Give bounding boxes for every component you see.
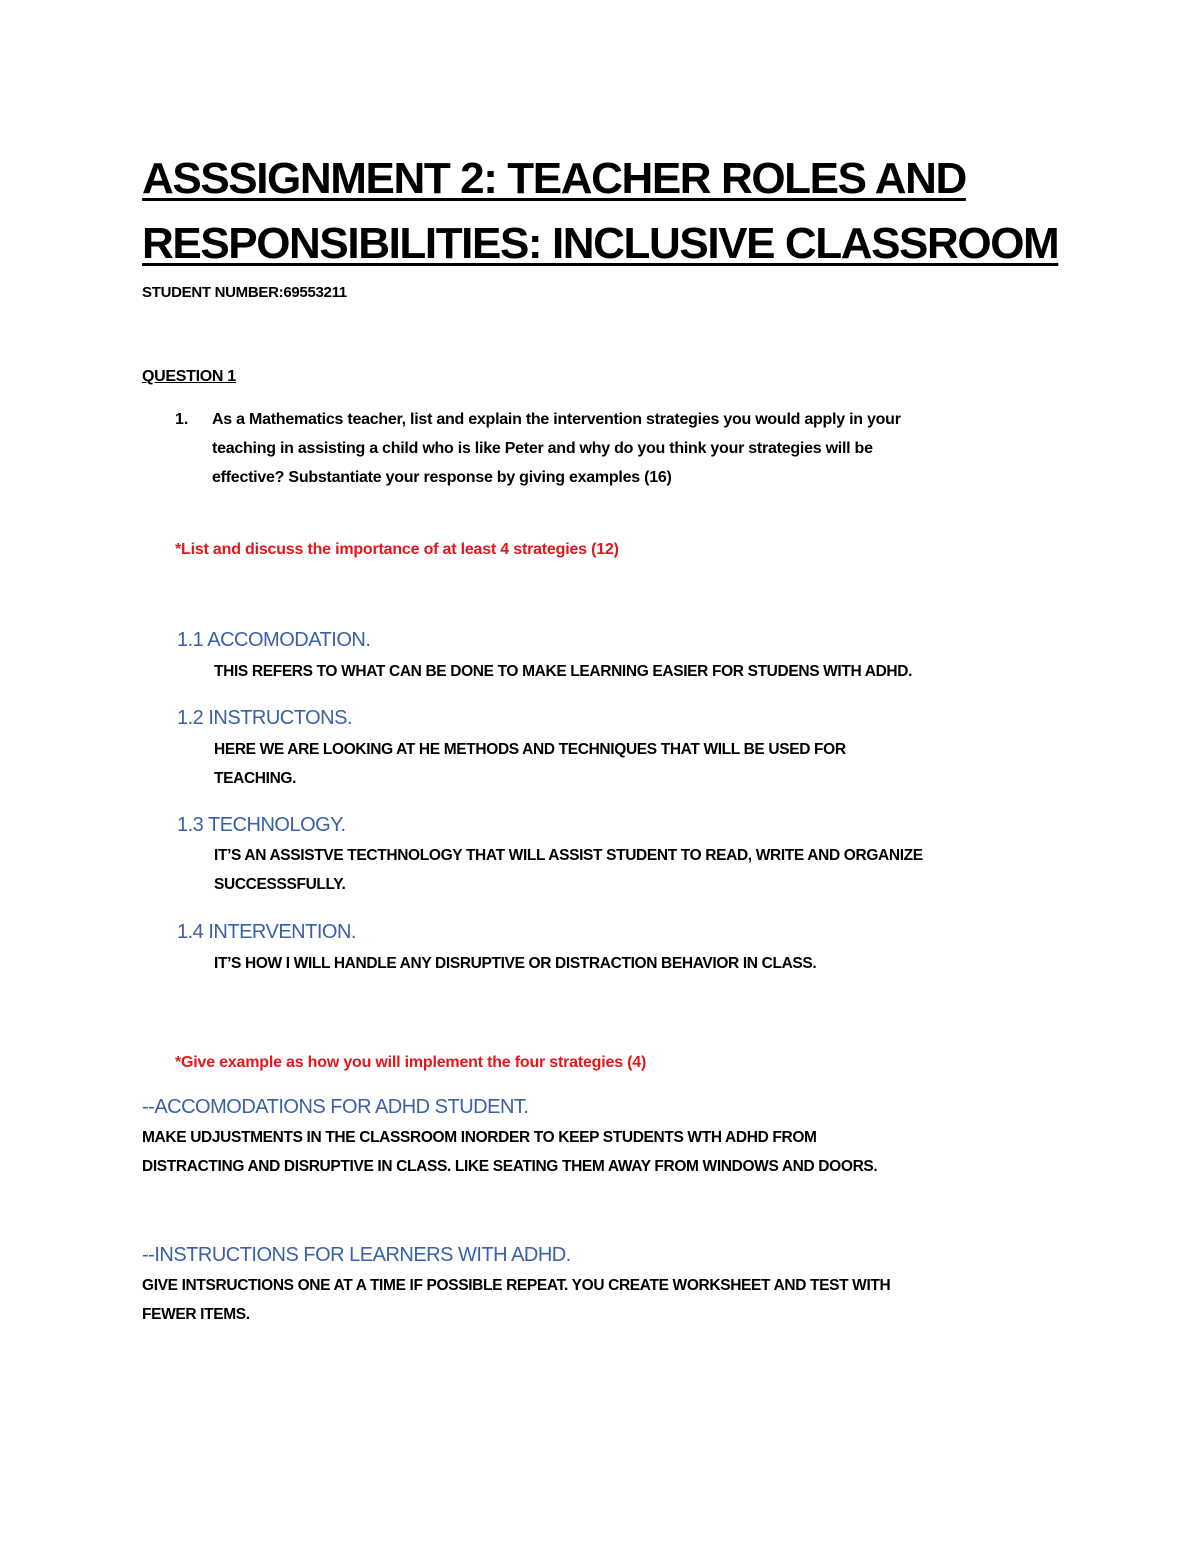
strategy-description: IT’S HOW I WILL HANDLE ANY DISRUPTIVE OR DISTRACTION BEHAVIOR IN CLASS.: [214, 955, 817, 972]
question-text-line: teaching in assisting a child who is like Peter and why do you think your strategies will be: [212, 440, 873, 457]
instruction-give-example: *Give example as how you will implement the four strategies (4): [175, 1054, 647, 1071]
strategy-description: SUCCESSSFULLY.: [214, 876, 346, 893]
strategy-description: TEACHING.: [214, 770, 297, 787]
document-title-line-1: ASSSIGNMENT 2: TEACHER ROLES AND: [142, 154, 966, 203]
example-description: FEWER ITEMS.: [142, 1306, 250, 1323]
document-title-line-2: RESPONSIBILITIES: INCLUSIVE CLASSROOM: [142, 219, 1059, 268]
strategy-description: THIS REFERS TO WHAT CAN BE DONE TO MAKE LEARNING EASIER FOR STUDENS WITH ADHD.: [214, 663, 913, 680]
instruction-list-strategies: *List and discuss the importance of at least 4 strategies (12): [175, 541, 619, 558]
example-description: MAKE UDJUSTMENTS IN THE CLASSROOM INORDER TO KEEP STUDENTS WTH ADHD FROM: [142, 1129, 817, 1146]
example-description: GIVE INTSRUCTIONS ONE AT A TIME IF POSSIBLE REPEAT. YOU CREATE WORKSHEET AND TEST WITH: [142, 1277, 891, 1294]
student-number: STUDENT NUMBER:69553211: [142, 284, 347, 301]
strategy-heading-accomodation: 1.1 ACCOMODATION.: [177, 629, 371, 651]
example-heading-accomodations: --ACCOMODATIONS FOR ADHD STUDENT.: [142, 1096, 529, 1118]
example-description: DISTRACTING AND DISRUPTIVE IN CLASS. LIKE SEATING THEM AWAY FROM WINDOWS AND DOORS.: [142, 1158, 878, 1175]
question-number: 1.: [175, 411, 189, 428]
question-text-line: As a Mathematics teacher, list and explain the intervention strategies you would apply in your: [212, 411, 901, 428]
question-heading: QUESTION 1: [142, 368, 236, 385]
strategy-description: HERE WE ARE LOOKING AT HE METHODS AND TECHNIQUES THAT WILL BE USED FOR: [214, 741, 846, 758]
strategy-heading-technology: 1.3 TECHNOLOGY.: [177, 814, 346, 836]
strategy-description: IT’S AN ASSISTVE TECTHNOLOGY THAT WILL ASSIST STUDENT TO READ, WRITE AND ORGANIZE: [214, 847, 923, 864]
question-text-line: effective? Substantiate your response by giving examples (16): [212, 469, 672, 486]
strategy-heading-intervention: 1.4 INTERVENTION.: [177, 921, 356, 943]
strategy-heading-instructions: 1.2 INSTRUCTONS.: [177, 707, 352, 729]
example-heading-instructions: --INSTRUCTIONS FOR LEARNERS WITH ADHD.: [142, 1244, 571, 1266]
